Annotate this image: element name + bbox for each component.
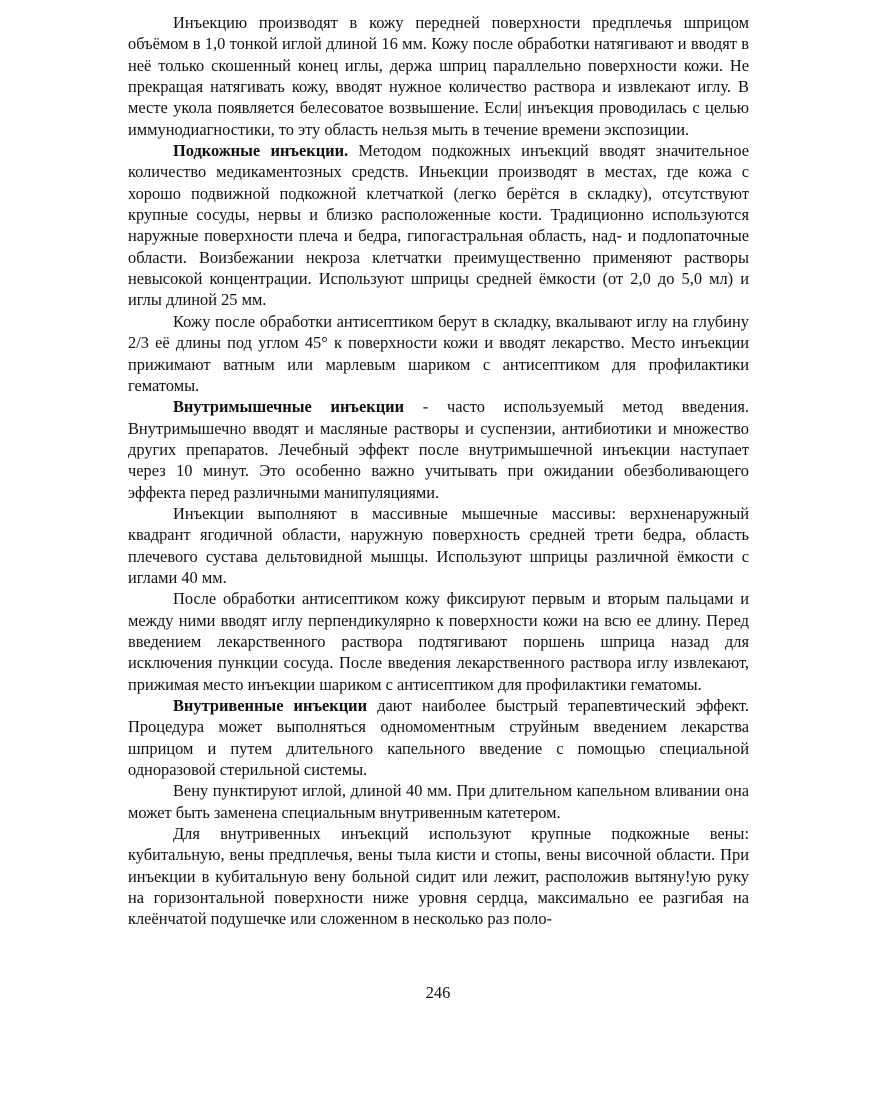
paragraph-subcutaneous-technique bbox=[128, 311, 749, 396]
document-body bbox=[128, 12, 749, 930]
paragraph-intradermal-technique bbox=[128, 12, 749, 140]
paragraph-text: Методом подкожных инъекций вводят значительное количество медикаментозных средств. Иньекции производят в местах, где кожа с хорошо подвижной подкожной клетчаткой (легко берётся в складку), отсутствуют крупные сосуды, нервы и близко расположенные кости. Традиционно используются наружные поверхности плеча и бедра, гипогастральная область, над- и подлопаточные области. Воизбежании некроза клетчатки преимущественно применяют растворы невысокой концентрации. Используют шприцы средней ёмкости (от 2,0 до 5,0 мл) и иглы длиной 25 мм. bbox=[128, 141, 749, 310]
paragraph-text: Инъекцию производят в кожу передней поверхности предплечья шприцом объёмом в 1,0 тонкой иглой длиной 16 мм. Кожу после обработки натягивают и вводят в неё только скошенный конец иглы, держа шприц параллельно поверхности кожи. Не прекращая натягивать кожу, вводят нужное количество раствора и извлекают иглу. В месте укола появляется белесоватое возвышение. Если| инъекция проводилась с целью иммунодиагностики, то эту область нельзя мыть в течение времени экспозиции. bbox=[128, 13, 749, 139]
paragraph-intravenous-injections bbox=[128, 695, 749, 780]
paragraph-subcutaneous-injections bbox=[128, 140, 749, 311]
paragraph-intramuscular-injections bbox=[128, 396, 749, 503]
paragraph-intramuscular-technique bbox=[128, 588, 749, 695]
paragraph-text: Вену пунктируют иглой, длиной 40 мм. При длительном капельном вливании она может быть заменена специальным внутривенным катетером. bbox=[128, 781, 749, 822]
paragraph-text: Кожу после обработки антисептиком берут в складку, вкалывают иглу на глубину 2/3 её длины под углом 45° к поверхности кожи и вводят лекарство. Место инъекции прижимают ватным или марлевым шариком с антисептиком для профилактики гематомы. bbox=[128, 311, 749, 395]
page-number: 246 bbox=[425, 983, 451, 1002]
paragraph-text: Для внутривенных инъекций используют крупные подкожные вены: кубитальную, вены предплечья, вены тыла кисти и стопы, вены височной области. При инъекции в кубитальную вену больной сидит или лежит, расположив вытяну!ую руку на горизонтальной поверхности ниже уровня сердца, максимально ее разгибая на клеёнчатой подушечке или сложенном в несколько раз поло- bbox=[128, 824, 749, 929]
paragraph-text: дают наиболее быстрый терапевтический эффект. Процедура может выполняться одномоментным струйным введением лекарства шприцом и путем длительного капельного введение с помощью специальной одноразовой стерильной системы. bbox=[128, 696, 749, 780]
paragraph-lead: Подкожные инъекции. bbox=[173, 141, 349, 161]
paragraph-intravenous-veins bbox=[128, 823, 749, 930]
paragraph-intravenous-needle bbox=[128, 780, 749, 823]
paragraph-lead: Внутримышечные инъекции bbox=[173, 397, 405, 417]
paragraph-text: - часто используемый метод введения. Внутримышечно вводят и масляные растворы и суспензии, антибиотики и множество других препаратов. Лечебный эффект после внутримышечной инъекции наступает через 10 минут. Это особенно важно учитывать при ожидании обезболивающего эффекта перед различными манипуляциями. bbox=[128, 397, 750, 502]
paragraph-text: Инъекции выполняют в массивные мышечные массивы: верхненаружный квадрант ягодичной области, наружную поверхность средней трети бедра, область плечевого сустава дельтовидной мышцы. Используют шприцы различной ёмкости с иглами 40 мм. bbox=[128, 503, 749, 587]
paragraph-intramuscular-sites bbox=[128, 503, 749, 588]
paragraph-text: После обработки антисептиком кожу фиксируют первым и вторым пальцами и между ними вводят иглу перпендикулярно к поверхности кожи на всю ее длину. Перед введением лекарственного раствора подтягивают поршень шприца назад для исключения пункции сосуда. После введения лекарственного раствора иглу извлекают, прижимая место инъекции шариком с антисептиком для профилактики гематомы. bbox=[128, 589, 749, 694]
paragraph-lead: Внутривенные инъекции bbox=[173, 696, 368, 715]
